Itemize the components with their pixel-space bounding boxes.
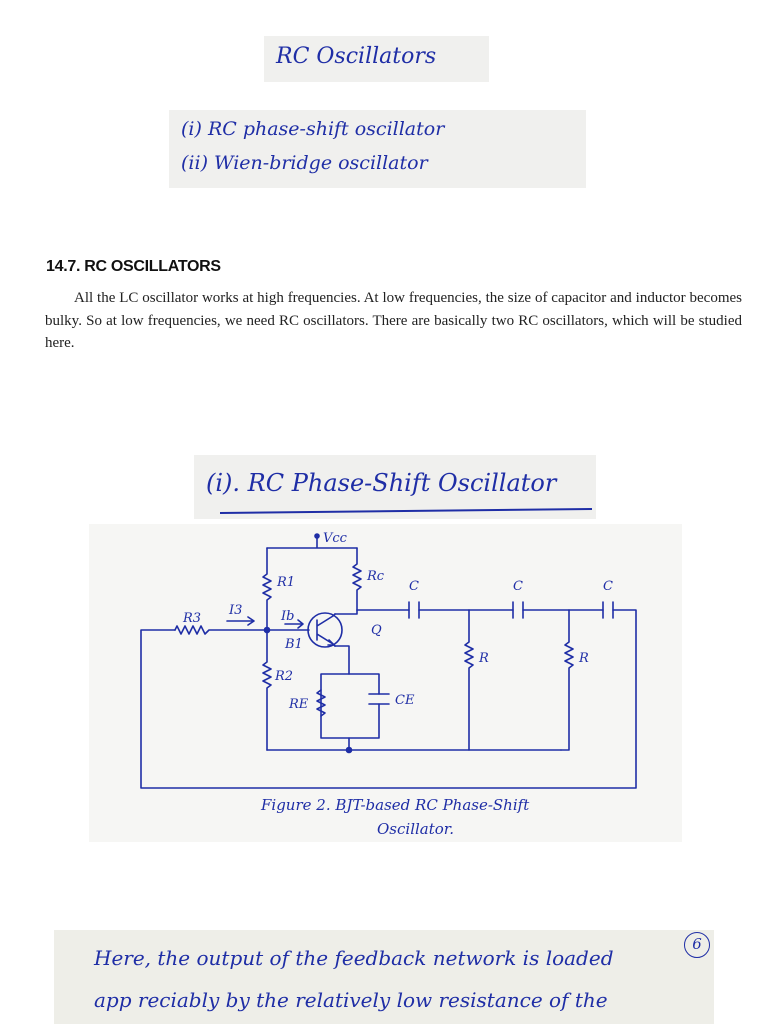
circuit-diagram — [89, 524, 682, 842]
rc-label: Rc — [367, 569, 385, 584]
title-note — [264, 36, 489, 82]
r1-label: R1 — [277, 575, 296, 590]
subtitle-note — [194, 455, 596, 519]
section-paragraph: All the LC oscillator works at high frequencies. At low frequencies, the size of capacitor and inductor becomes bulky. So at low frequencies, we need RC oscillators. There are basically two RC oscillators, which will be studied here. — [45, 290, 742, 351]
handwritten-note — [54, 930, 714, 1024]
ib-label: Ib — [281, 609, 295, 624]
i3-label: I3 — [229, 603, 243, 618]
c2-label: C — [513, 579, 523, 594]
c1-label: C — [409, 579, 419, 594]
oscillator-types-note — [169, 110, 586, 188]
r-label: R — [579, 651, 589, 666]
c3-label: C — [603, 579, 613, 594]
q-label: Q — [371, 623, 382, 638]
ce-label: CE — [395, 693, 415, 708]
list-item: (i) RC phase-shift oscillator — [181, 118, 445, 140]
figure-caption: Figure 2. BJT-based RC Phase-Shift — [261, 796, 530, 814]
r-label: R — [479, 651, 489, 666]
circuit-figure — [89, 524, 682, 842]
figure-caption-continued: Oscillator. — [377, 820, 455, 838]
vcc-label: Vcc — [323, 531, 347, 546]
subtitle: (i). RC Phase-Shift Oscillator — [206, 469, 557, 497]
b1-label: B1 — [285, 637, 303, 652]
r2-label: R2 — [275, 669, 294, 684]
note-line: Here, the output of the feedback network is loaded — [94, 946, 614, 970]
page-number: 6 — [684, 932, 710, 958]
r3-label: R3 — [183, 611, 202, 626]
list-item: (ii) Wien-bridge oscillator — [181, 152, 428, 174]
subtitle-underline — [220, 508, 592, 514]
section-heading: 14.7. RC OSCILLATORS — [46, 258, 221, 275]
handwritten-title: RC Oscillators — [276, 44, 437, 69]
re-label: RE — [289, 697, 309, 712]
note-line: app reciably by the relatively low resistance of the — [94, 988, 608, 1012]
